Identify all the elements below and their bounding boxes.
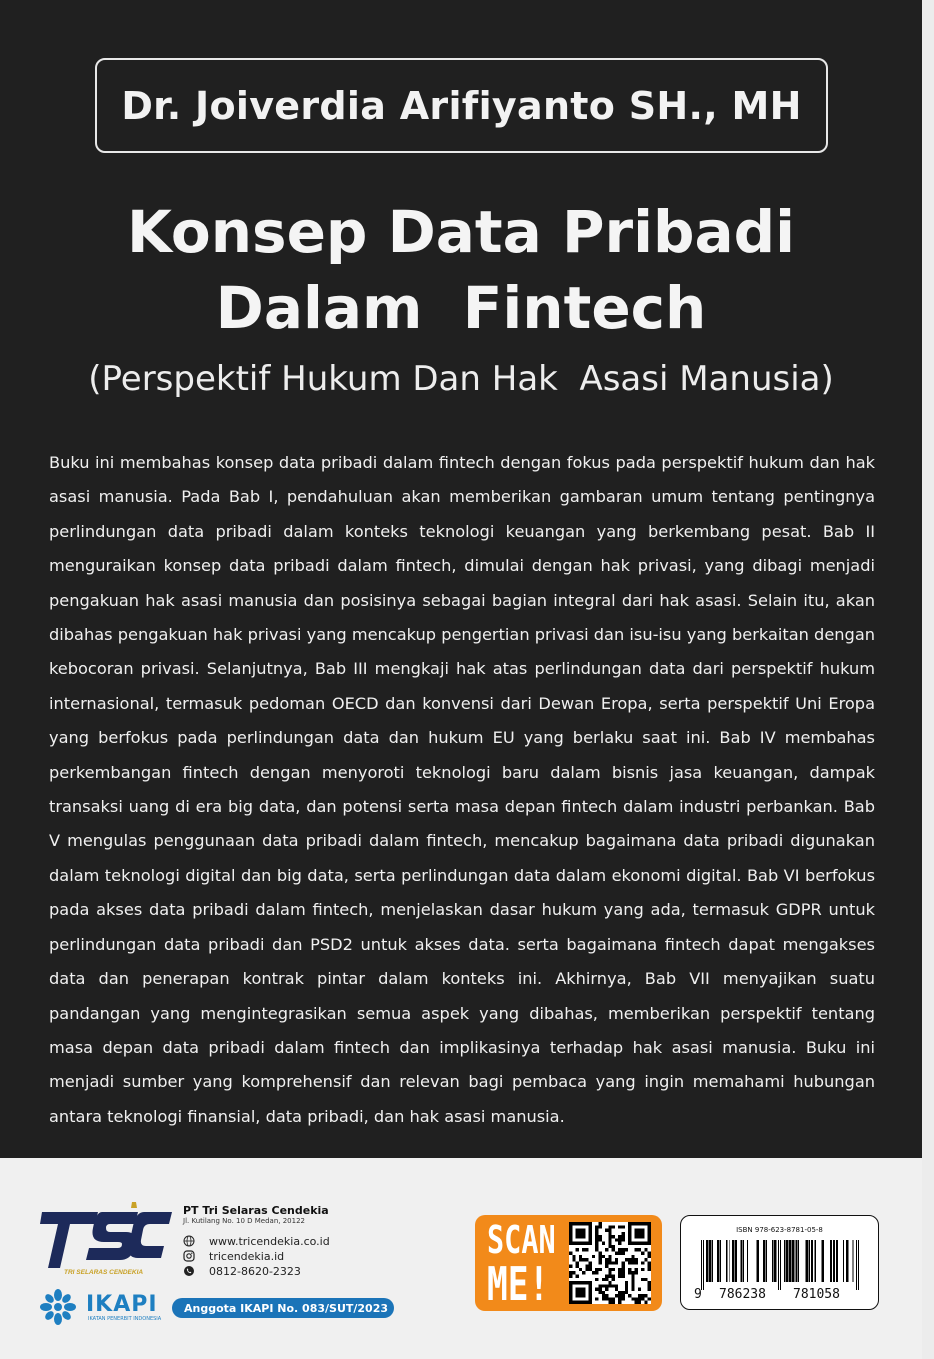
isbn-digits-left: 786238 <box>719 1287 766 1302</box>
instagram-text: tricendekia.id <box>209 1249 285 1263</box>
whatsapp-icon <box>183 1265 195 1277</box>
isbn-digit-first: 9 <box>694 1287 702 1302</box>
book-subtitle: (Perspektif Hukum Dan Hak Asasi Manusia) <box>88 359 834 399</box>
globe-icon <box>183 1235 195 1247</box>
isbn-box <box>680 1215 879 1310</box>
scan-line-1: SCAN <box>487 1218 556 1262</box>
instagram-icon <box>183 1250 195 1262</box>
scan-me-badge <box>475 1215 662 1311</box>
tsc-logo <box>40 1200 175 1280</box>
isbn-digits-right: 781058 <box>793 1287 840 1302</box>
phone-text: 0812-8620-2323 <box>209 1264 301 1278</box>
ikapi-name: IKAPI <box>86 1292 158 1317</box>
isbn-label: ISBN 978-623-8781-05-8 <box>736 1226 823 1234</box>
scan-line-2: ME! <box>487 1257 550 1311</box>
ikapi-flower-icon <box>38 1287 78 1327</box>
author-name: Dr. Joiverdia Arifiyanto SH., MH <box>121 83 802 128</box>
author-box <box>95 58 828 153</box>
scan-me-text <box>487 1218 556 1311</box>
barcode <box>701 1240 861 1290</box>
tsc-logo-text: TRI SELARAS CENDEKIA <box>64 1269 144 1276</box>
website-text: www.tricendekia.co.id <box>209 1234 330 1248</box>
book-title-line-1: Konsep Data Pribadi <box>126 198 796 266</box>
qr-code[interactable] <box>569 1222 651 1304</box>
book-description: Buku ini membahas konsep data pribadi dalam fintech dengan fokus pada perspektif hukum dan hak asasi manusia. Pada Bab I, pendahuluan akan memberikan gambaran umum tentang pentingnya perlindungan data pribadi dalam konteks teknologi keuangan yang berkembang pesat. Bab II menguraikan konsep data pribadi dalam fintech, dimulai dengan hak privasi, yang dibagi menjadi pengakuan hak asasi manusia dan posisinya sebagai bagian integral dari hak asasi. Selain itu, akan dibahas pengakuan hak privasi yang mencakup pengertian privasi dan isu-isu yang berkaitan dengan kebocoran privasi. Selanjutnya, Bab III mengkaji hak atas perlindungan data dari perspektif hukum internasional, termasuk pedoman OECD dan konvensi dari Dewan Eropa, serta perspektif Uni Eropa yang berfokus pada perlindungan data dan hukum EU yang berlaku saat ini. Bab IV membahas perkembangan fintech dengan menyoroti teknologi baru dalam bisnis jasa keuangan, dampak transaksi uang di era big data, dan potensi serta masa depan fintech dalam industri perbankan. Bab V mengulas penggunaan data pribadi dalam fintech, mencakup bagaimana data pribadi digunakan dalam teknologi digital dan big data, serta perlindungan data dalam ekonomi digital. Bab VI berfokus pada akses data pribadi dalam fintech, menjelaskan dasar hukum yang ada, termasuk GDPR untuk perlindungan data pribadi dan PSD2 untuk akses data. serta bagaimana fintech dapat mengakses data dan penerapan kontrak pintar dalam konteks ini. Akhirnya, Bab VII menyajikan suatu pandangan yang mengintegrasikan semua aspek yang dibahas, memberikan perspektif tentang masa depan data pribadi dalam fintech dan implikasinya terhadap hak asasi manusia. Buku ini menjadi sumber yang komprehensif dan relevan bagi pembaca yang ingin memahami hubungan antara teknologi finansial, data pribadi, dan hak asasi manusia. <box>49 453 875 1126</box>
publisher-address: Jl. Kutilang No. 10 D Medan, 20122 <box>183 1217 305 1225</box>
contact-phone <box>183 1264 301 1278</box>
publisher-name: PT Tri Selaras Cendekia <box>183 1204 329 1217</box>
contact-website <box>183 1234 330 1248</box>
page-edge-strip <box>922 0 934 1359</box>
ikapi-member-badge: Anggota IKAPI No. 083/SUT/2023 <box>172 1298 394 1318</box>
book-title-line-2: Dalam Fintech <box>215 274 707 342</box>
contact-instagram <box>183 1249 284 1263</box>
ikapi-subtitle: IKATAN PENERBIT INDONESIA <box>88 1316 162 1322</box>
